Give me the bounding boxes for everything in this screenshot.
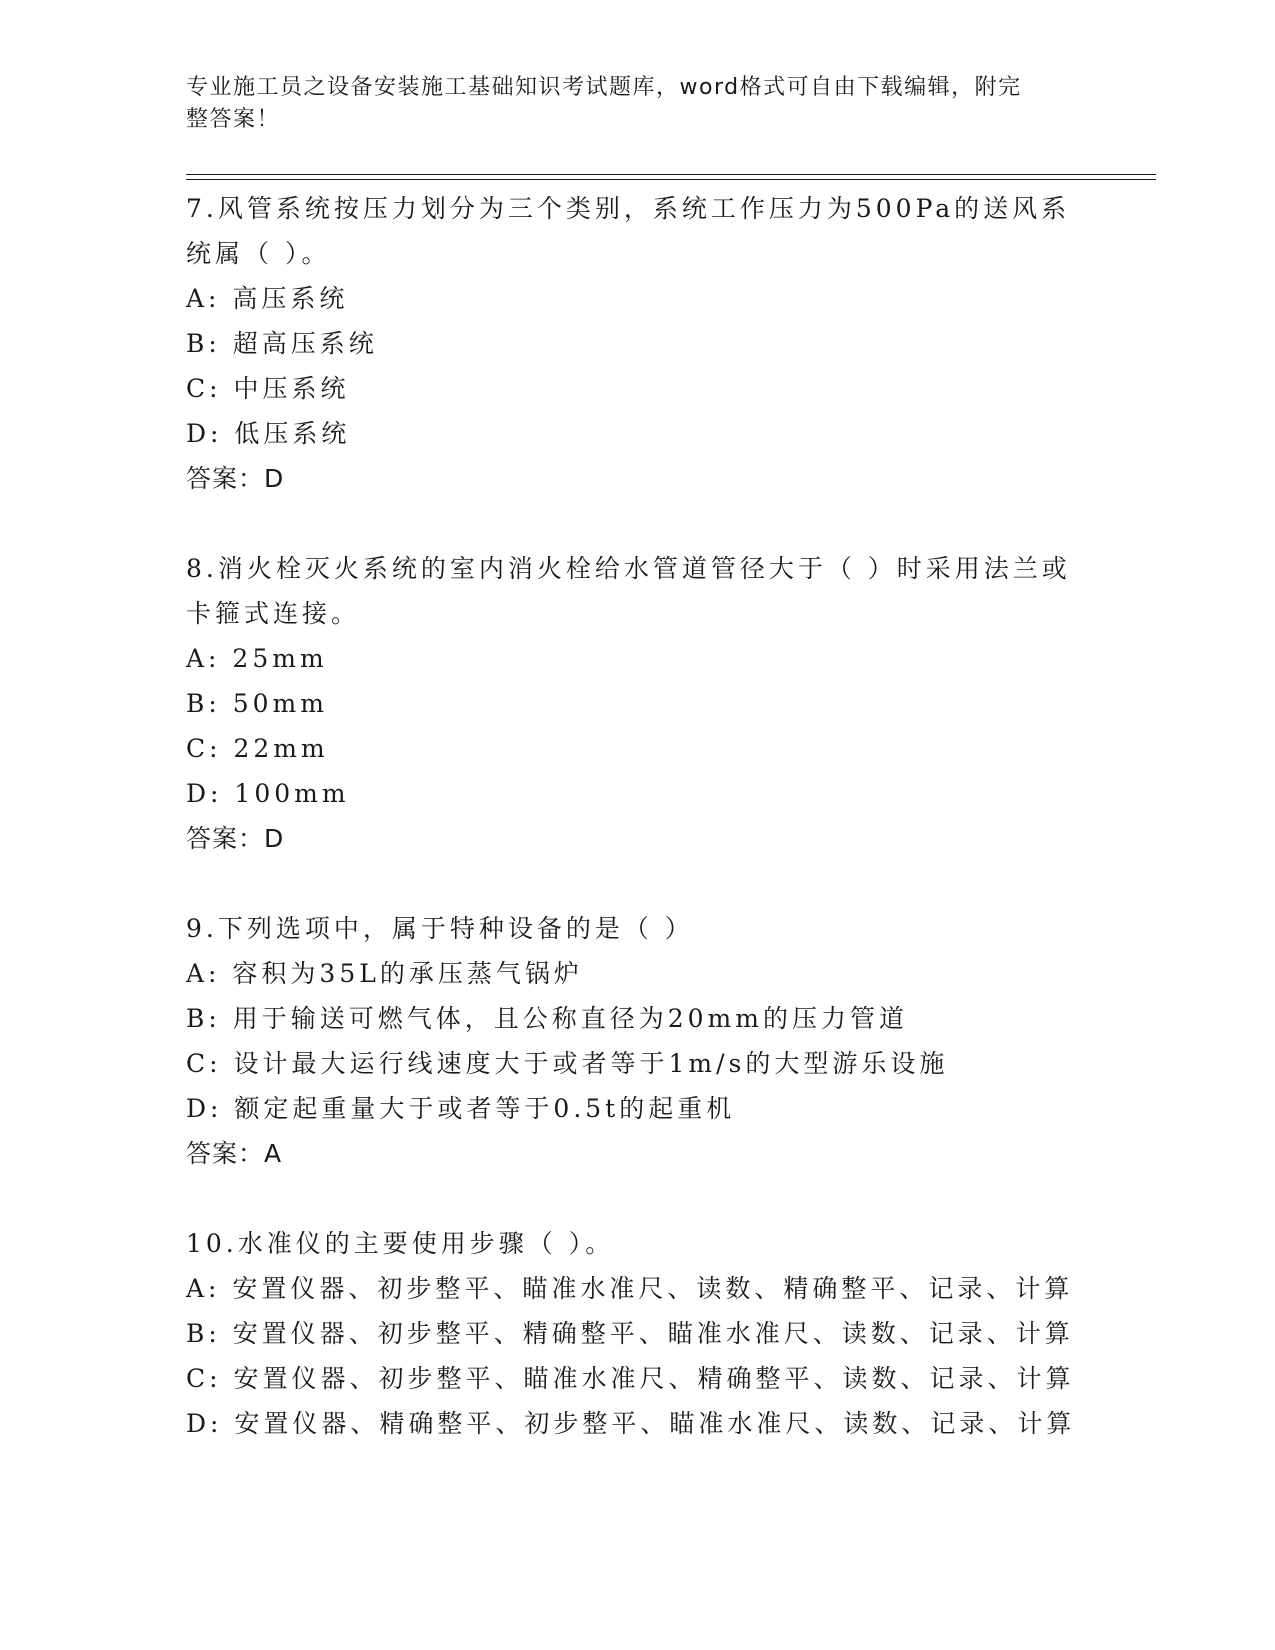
option-b: B: 超高压系统 — [186, 329, 378, 358]
option-b: B: 用于输送可燃气体，且公称直径为20mm的压力管道 — [186, 1004, 908, 1033]
option-b: B: 50mm — [186, 689, 328, 718]
option-d: D: 低压系统 — [186, 419, 351, 448]
option-c: C: 安置仪器、初步整平、瞄准水准尺、精确整平、读数、记录、计算 — [186, 1364, 1075, 1393]
option-d: D: 100mm — [186, 779, 350, 808]
option-a: A: 高压系统 — [186, 284, 349, 313]
question-stem: 7.风管系统按压力划分为三个类别，系统工作压力为500Pa的送风系 — [186, 194, 1071, 223]
option-b: B: 安置仪器、初步整平、精确整平、瞄准水准尺、读数、记录、计算 — [186, 1319, 1074, 1348]
option-a: A: 25mm — [186, 644, 328, 673]
option-d: D: 额定起重量大于或者等于0.5t的起重机 — [186, 1094, 736, 1123]
header-line-1: 专业施工员之设备安装施工基础知识考试题库，word格式可自由下载编辑，附完 — [186, 75, 1022, 100]
option-c: C: 中压系统 — [186, 374, 350, 403]
question-stem-continued: 卡箍式连接。 — [186, 599, 361, 628]
option-c: C: 22mm — [186, 734, 329, 763]
option-a: A: 安置仪器、初步整平、瞄准水准尺、读数、精确整平、记录、计算 — [186, 1274, 1074, 1303]
answer-text: 答案：D — [186, 824, 285, 853]
answer-text: 答案：A — [186, 1139, 283, 1168]
question-stem: 9.下列选项中，属于特种设备的是（ ） — [186, 914, 694, 943]
option-a: A: 容积为35L的承压蒸气锅炉 — [186, 959, 583, 988]
option-d: D: 安置仪器、精确整平、初步整平、瞄准水准尺、读数、记录、计算 — [186, 1409, 1076, 1438]
header-line-2: 整答案！ — [186, 107, 281, 132]
question-stem: 10.水准仪的主要使用步骤（ ）。 — [186, 1229, 615, 1258]
option-c: C: 设计最大运行线速度大于或者等于1m/s的大型游乐设施 — [186, 1049, 949, 1078]
header-divider — [186, 174, 1156, 175]
answer-text: 答案：D — [186, 464, 285, 493]
question-stem-continued: 统属（ ）。 — [186, 239, 331, 268]
header-divider-2 — [186, 179, 1156, 180]
question-stem: 8.消火栓灭火系统的室内消火栓给水管道管径大于（ ）时采用法兰或 — [186, 554, 1071, 583]
